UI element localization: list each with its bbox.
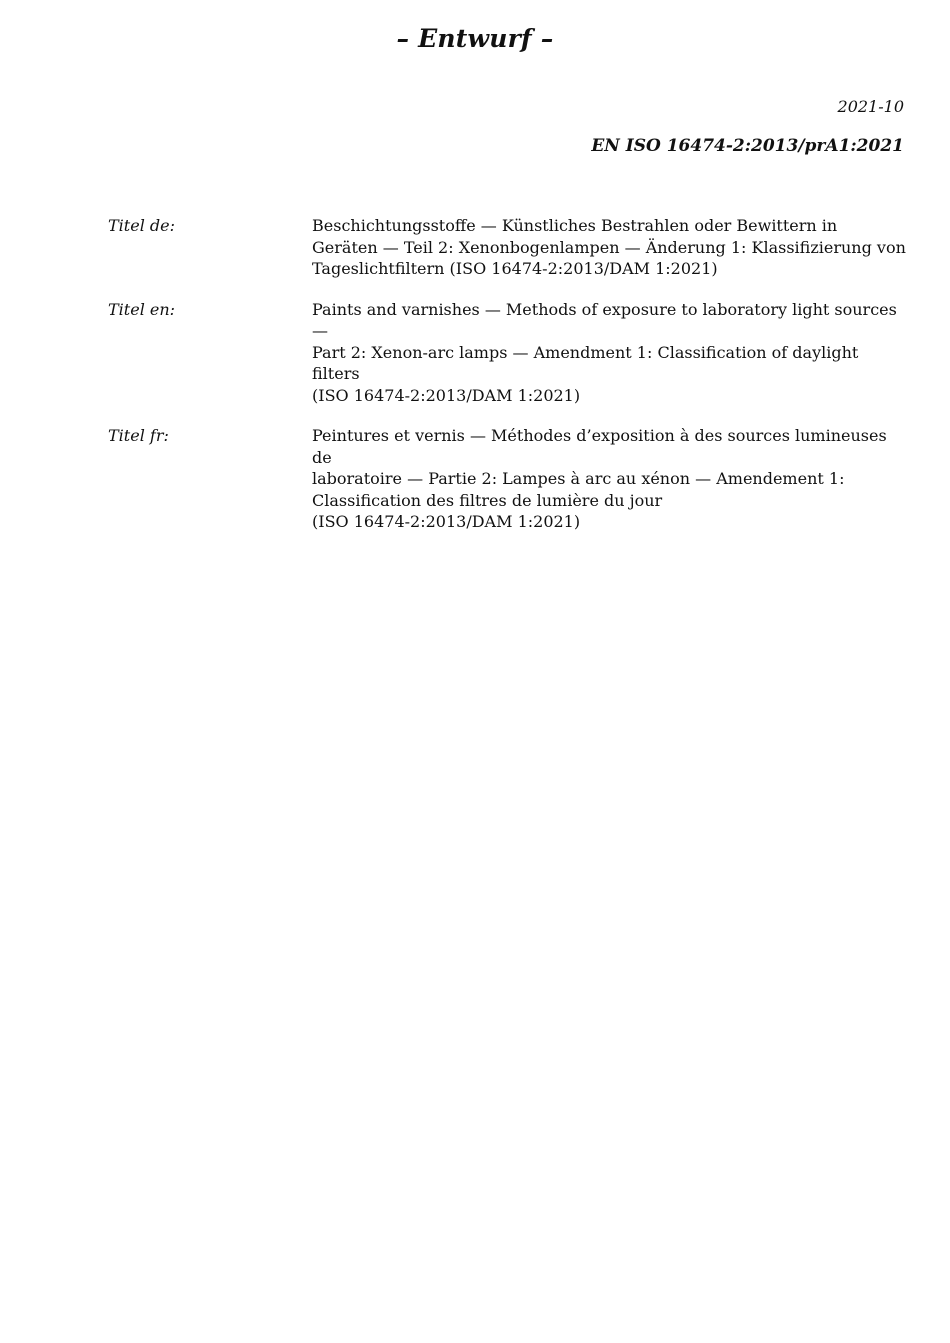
title-label-de: Titel de: bbox=[108, 216, 175, 235]
title-row-en bbox=[108, 299, 908, 407]
title-text-de: Beschichtungsstoffe — Künstliches Bestrahlen oder Bewittern in Geräten — Teil 2: Xenonbogenlampen — Änderung 1: Klassifizierung von Tageslichtfiltern (ISO 16474-2:2013/DAM 1:2021) bbox=[312, 216, 906, 278]
title-block bbox=[108, 215, 908, 552]
title-label-en: Titel en: bbox=[108, 299, 176, 319]
document-id: EN ISO 16474-2:2013/prA1:2021 bbox=[591, 136, 904, 156]
title-text-fr: Peintures et vernis — Méthodes d’exposition à des sources lumineuses de laboratoire — Partie 2: Lampes à arc au xénon — Amendement 1: Classification des filtres de lumière du jour (ISO 16474-2:2013/DAM 1:2021) bbox=[312, 426, 887, 531]
title-row-fr bbox=[108, 425, 908, 533]
title-row-de bbox=[108, 215, 908, 280]
draft-banner: – Entwurf – bbox=[396, 24, 554, 53]
title-text-en: Paints and varnishes — Methods of exposure to laboratory light sources — Part 2: Xenon-arc lamps — Amendment 1: Classification of daylight filters (ISO 16474-2:2013/DAM 1:2021) bbox=[312, 299, 897, 405]
document-date: 2021-10 bbox=[837, 97, 904, 116]
title-label-fr: Titel fr: bbox=[108, 426, 169, 445]
